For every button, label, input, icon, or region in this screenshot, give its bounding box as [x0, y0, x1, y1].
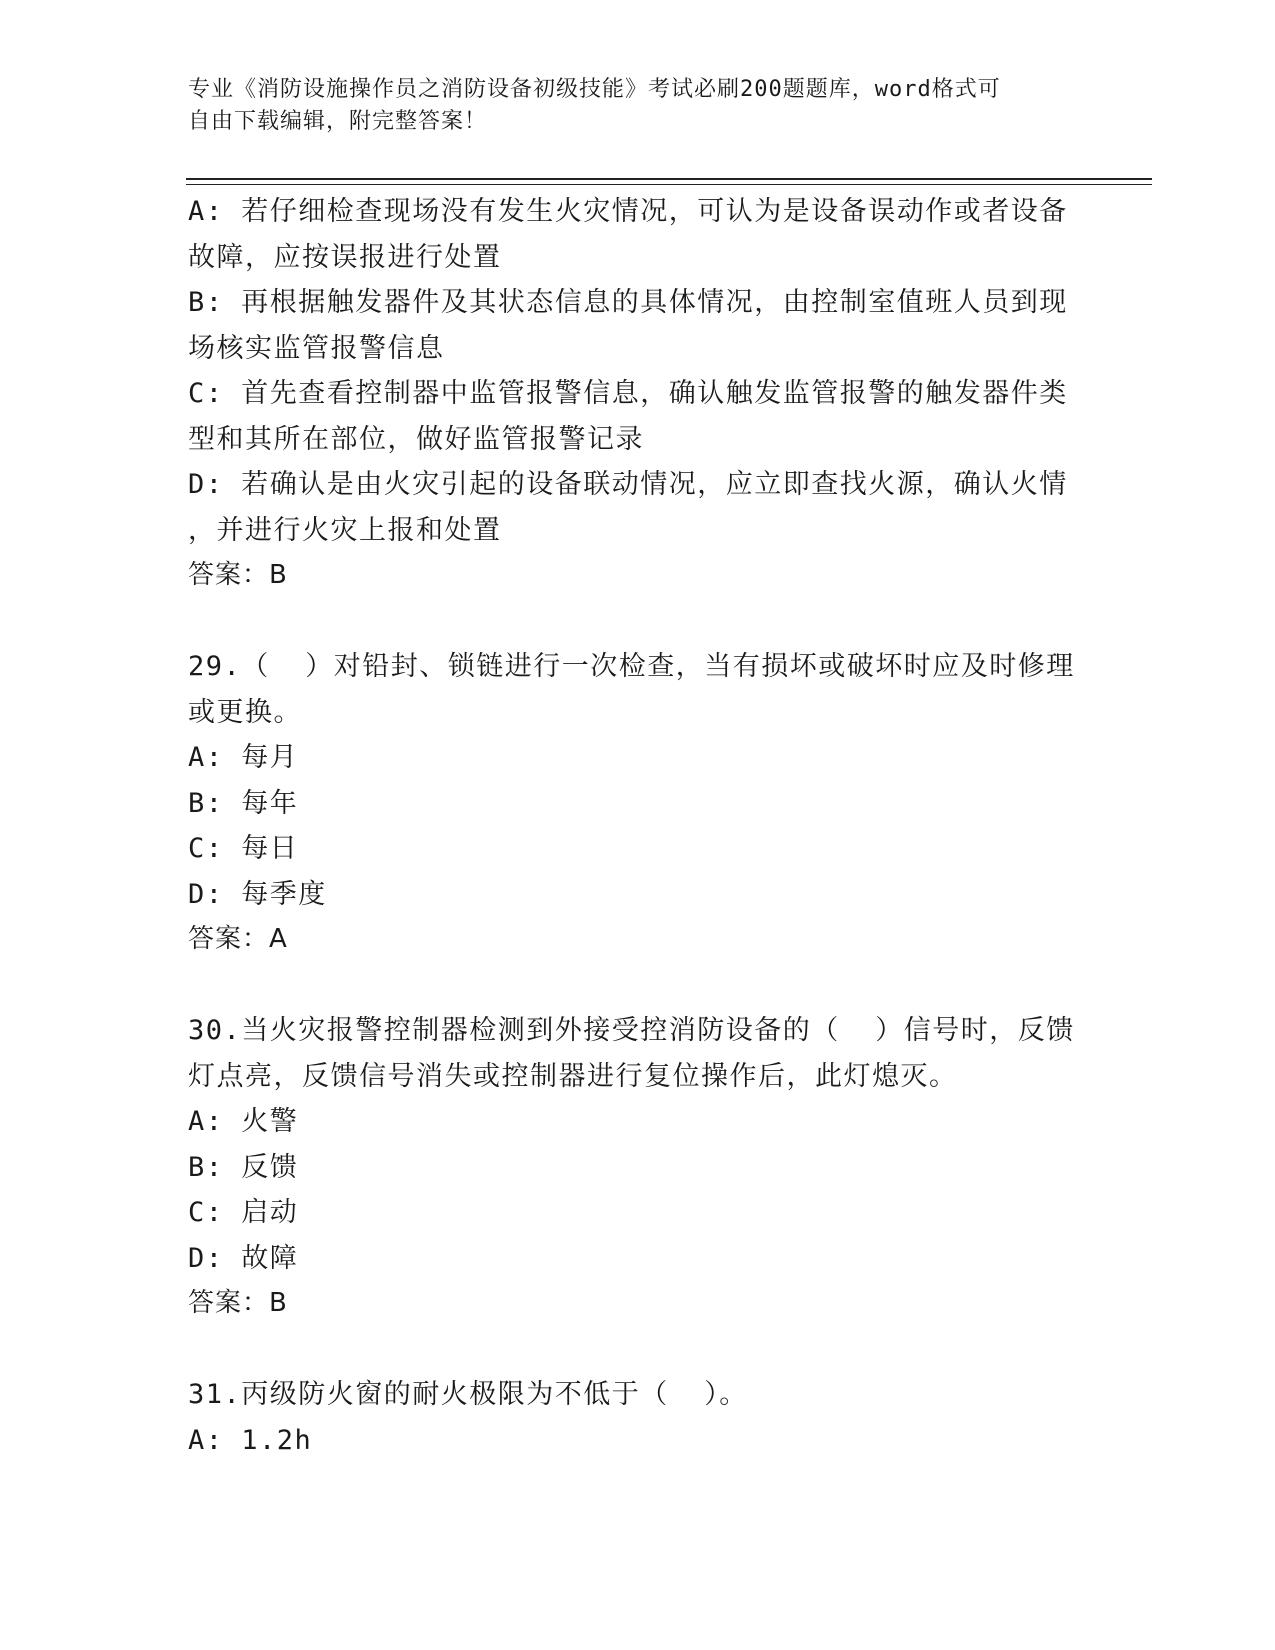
option-a: A: 每月: [188, 742, 299, 773]
spacer: [188, 963, 1078, 1009]
option-c-line-2: 型和其所在部位，做好监管报警记录: [188, 423, 644, 455]
option-d-line-1: D: 若确认是由火灾引起的设备联动情况，应立即查找火源，确认火情: [188, 469, 1068, 500]
question-30: [188, 1008, 1078, 1327]
option-a: A: 火警: [188, 1106, 299, 1137]
header-divider-thick: [186, 178, 1152, 180]
question-28: [188, 189, 1078, 599]
question-31: [188, 1372, 1078, 1463]
option-d-line-2: ，并进行火灾上报和处置: [188, 514, 502, 546]
header-divider-thin: [186, 184, 1152, 185]
spacer: [188, 1327, 1078, 1373]
option-c: C: 启动: [188, 1197, 299, 1228]
document-header: [188, 74, 1068, 138]
answer-28: 答案：B: [188, 560, 288, 590]
option-d: D: 每季度: [188, 878, 327, 910]
question-stem-line-1: 31.丙级防火窗的耐火极限为不低于（ ）。: [188, 1379, 748, 1410]
option-b: B: 反馈: [188, 1151, 299, 1183]
option-a-line-2: 故障，应按误报进行处置: [188, 241, 502, 273]
question-stem-line-1: 29.（ ）对铅封、锁链进行一次检查，当有损坏或破坏时应及时修理: [188, 651, 1075, 682]
question-stem-line-1: 30.当火灾报警控制器检测到外接受控消防设备的（ ）信号时，反馈: [188, 1015, 1075, 1046]
option-a-line-1: A: 若仔细检查现场没有发生火灾情况，可认为是设备误动作或者设备: [188, 196, 1068, 227]
question-29: [188, 644, 1078, 963]
option-c: C: 每日: [188, 833, 299, 864]
header-line-2: 自由下载编辑，附完整答案！: [188, 109, 488, 134]
header-line-1: 专业《消防设施操作员之消防设备初级技能》考试必刷200题题库，word格式可: [188, 77, 1001, 102]
option-d: D: 故障: [188, 1242, 299, 1274]
option-c-line-1: C: 首先查看控制器中监管报警信息，确认触发监管报警的触发器件类: [188, 378, 1068, 409]
question-content: [188, 189, 1078, 1463]
spacer: [188, 599, 1078, 645]
question-stem-line-2: 灯点亮，反馈信号消失或控制器进行复位操作后，此灯熄灭。: [188, 1060, 958, 1092]
answer-30: 答案：B: [188, 1288, 288, 1318]
option-b-line-2: 场核实监管报警信息: [188, 332, 445, 364]
option-a: A: 1.2h: [188, 1424, 313, 1456]
option-b: B: 每年: [188, 787, 299, 819]
option-b-line-1: B: 再根据触发器件及其状态信息的具体情况，由控制室值班人员到现: [188, 287, 1068, 318]
answer-29: 答案：A: [188, 924, 288, 954]
question-stem-line-2: 或更换。: [188, 696, 302, 728]
